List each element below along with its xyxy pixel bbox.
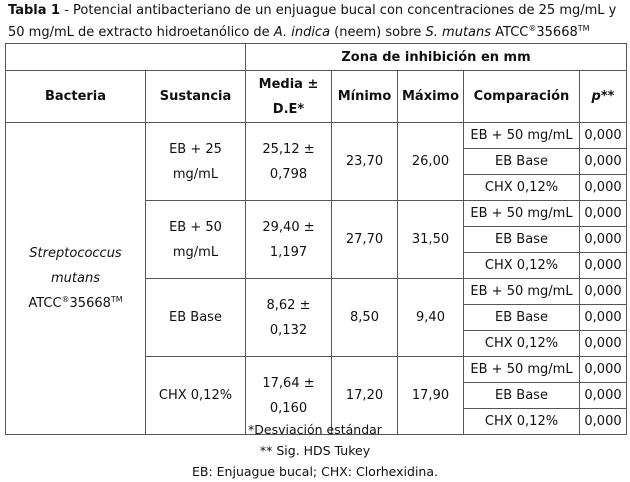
sd-value: 0,132: [269, 322, 308, 338]
p-value-cell: 0,000: [580, 383, 627, 409]
header-mean-line2: D.E*: [272, 101, 305, 117]
comparison-cell: EB + 50 mg/mL: [464, 201, 580, 227]
min-cell: 8,50: [332, 279, 398, 357]
p-value-cell: 0,000: [580, 409, 627, 435]
caption-label: Tabla 1: [8, 3, 61, 18]
comparison-cell: EB Base: [464, 383, 580, 409]
comparison-cell: EB + 50 mg/mL: [464, 123, 580, 149]
p-value-cell: 0,000: [580, 123, 627, 149]
bacteria-strain: ATCC: [28, 296, 62, 311]
p-value-cell: 0,000: [580, 253, 627, 279]
substance-line1: EB + 50: [169, 219, 222, 235]
mean-value: 17,64 ±: [262, 375, 315, 391]
header-empty: [6, 44, 246, 71]
p-value-cell: 0,000: [580, 175, 627, 201]
header-mean-line1: Media ±: [258, 76, 319, 92]
caption-species: S. mutans: [425, 25, 492, 40]
table-notes: [0, 419, 630, 482]
mean-value: 8,62 ±: [266, 297, 311, 313]
bacteria-reg: ®: [61, 295, 70, 304]
comparison-cell: CHX 0,12%: [464, 175, 580, 201]
header-max: Máximo: [398, 71, 464, 123]
max-cell: 17,90: [398, 357, 464, 435]
table-row: [6, 123, 627, 149]
mean-value: 29,40 ±: [262, 219, 315, 235]
substance-line1: CHX 0,12%: [158, 388, 233, 403]
header-min: Mínimo: [332, 71, 398, 123]
header-zone: Zona de inhibición en mm: [246, 44, 627, 71]
substance-cell: [146, 123, 246, 201]
min-cell: 17,20: [332, 357, 398, 435]
mean-value: 25,12 ±: [262, 141, 315, 157]
table-caption: [8, 0, 628, 44]
max-cell: 31,50: [398, 201, 464, 279]
p-value-cell: 0,000: [580, 279, 627, 305]
bacteria-cell: [6, 123, 146, 435]
mean-cell: [246, 279, 332, 357]
caption-genus: A. indica: [273, 25, 331, 40]
note-sd: *Desviación estándar: [248, 422, 382, 437]
p-value-cell: 0,000: [580, 331, 627, 357]
comparison-cell: EB Base: [464, 305, 580, 331]
note-abbrev: EB: Enjuague bucal; CHX: Clorhexidina.: [192, 464, 438, 479]
header-comparison: Comparación: [464, 71, 580, 123]
caption-text-1: - Potencial antibacteriano de un enjuague bucal con concentraciones de 25 mg/mL y 50 mg/mL de extracto hidroetanólico de: [8, 3, 617, 40]
sd-value: 1,197: [269, 244, 308, 260]
comparison-cell: EB Base: [464, 149, 580, 175]
comparison-cell: CHX 0,12%: [464, 409, 580, 435]
header-substance: Sustancia: [146, 71, 246, 123]
header-bacteria: Bacteria: [6, 71, 146, 123]
substance-line2: mg/mL: [172, 166, 219, 182]
p-value-cell: 0,000: [580, 305, 627, 331]
header-p: p**: [580, 71, 627, 123]
results-table: [5, 43, 627, 435]
mean-cell: [246, 201, 332, 279]
min-cell: 27,70: [332, 201, 398, 279]
header-mean: [246, 71, 332, 123]
p-value-cell: 0,000: [580, 227, 627, 253]
max-cell: 26,00: [398, 123, 464, 201]
comparison-cell: EB + 50 mg/mL: [464, 279, 580, 305]
substance-line1: EB Base: [169, 310, 222, 325]
bacteria-genus: Streptococcus: [29, 246, 122, 261]
bacteria-species: mutans: [51, 271, 100, 286]
min-cell: 23,70: [332, 123, 398, 201]
p-value-cell: 0,000: [580, 149, 627, 175]
sd-value: 0,160: [269, 400, 308, 416]
substance-line1: EB + 25: [169, 141, 222, 157]
substance-cell: [146, 201, 246, 279]
note-tukey: ** Sig. HDS Tukey: [259, 443, 371, 458]
max-cell: 9,40: [398, 279, 464, 357]
caption-reg: ®: [528, 24, 537, 33]
comparison-cell: EB Base: [464, 227, 580, 253]
comparison-cell: CHX 0,12%: [464, 253, 580, 279]
comparison-cell: CHX 0,12%: [464, 331, 580, 357]
mean-cell: [246, 123, 332, 201]
bacteria-tm: TM: [110, 295, 123, 304]
sd-value: 0,798: [269, 166, 308, 182]
p-value-cell: 0,000: [580, 357, 627, 383]
p-value-cell: 0,000: [580, 201, 627, 227]
substance-cell: [146, 279, 246, 357]
substance-line2: mg/mL: [172, 244, 219, 260]
comparison-cell: EB + 50 mg/mL: [464, 357, 580, 383]
table-body: [6, 123, 627, 435]
caption-text-2: (neem) sobre: [330, 25, 426, 40]
caption-strain: ATCC: [491, 25, 529, 40]
caption-strain-num: 35668: [536, 25, 578, 40]
bacteria-num: 35668: [69, 296, 111, 311]
caption-tm: TM: [577, 24, 590, 33]
